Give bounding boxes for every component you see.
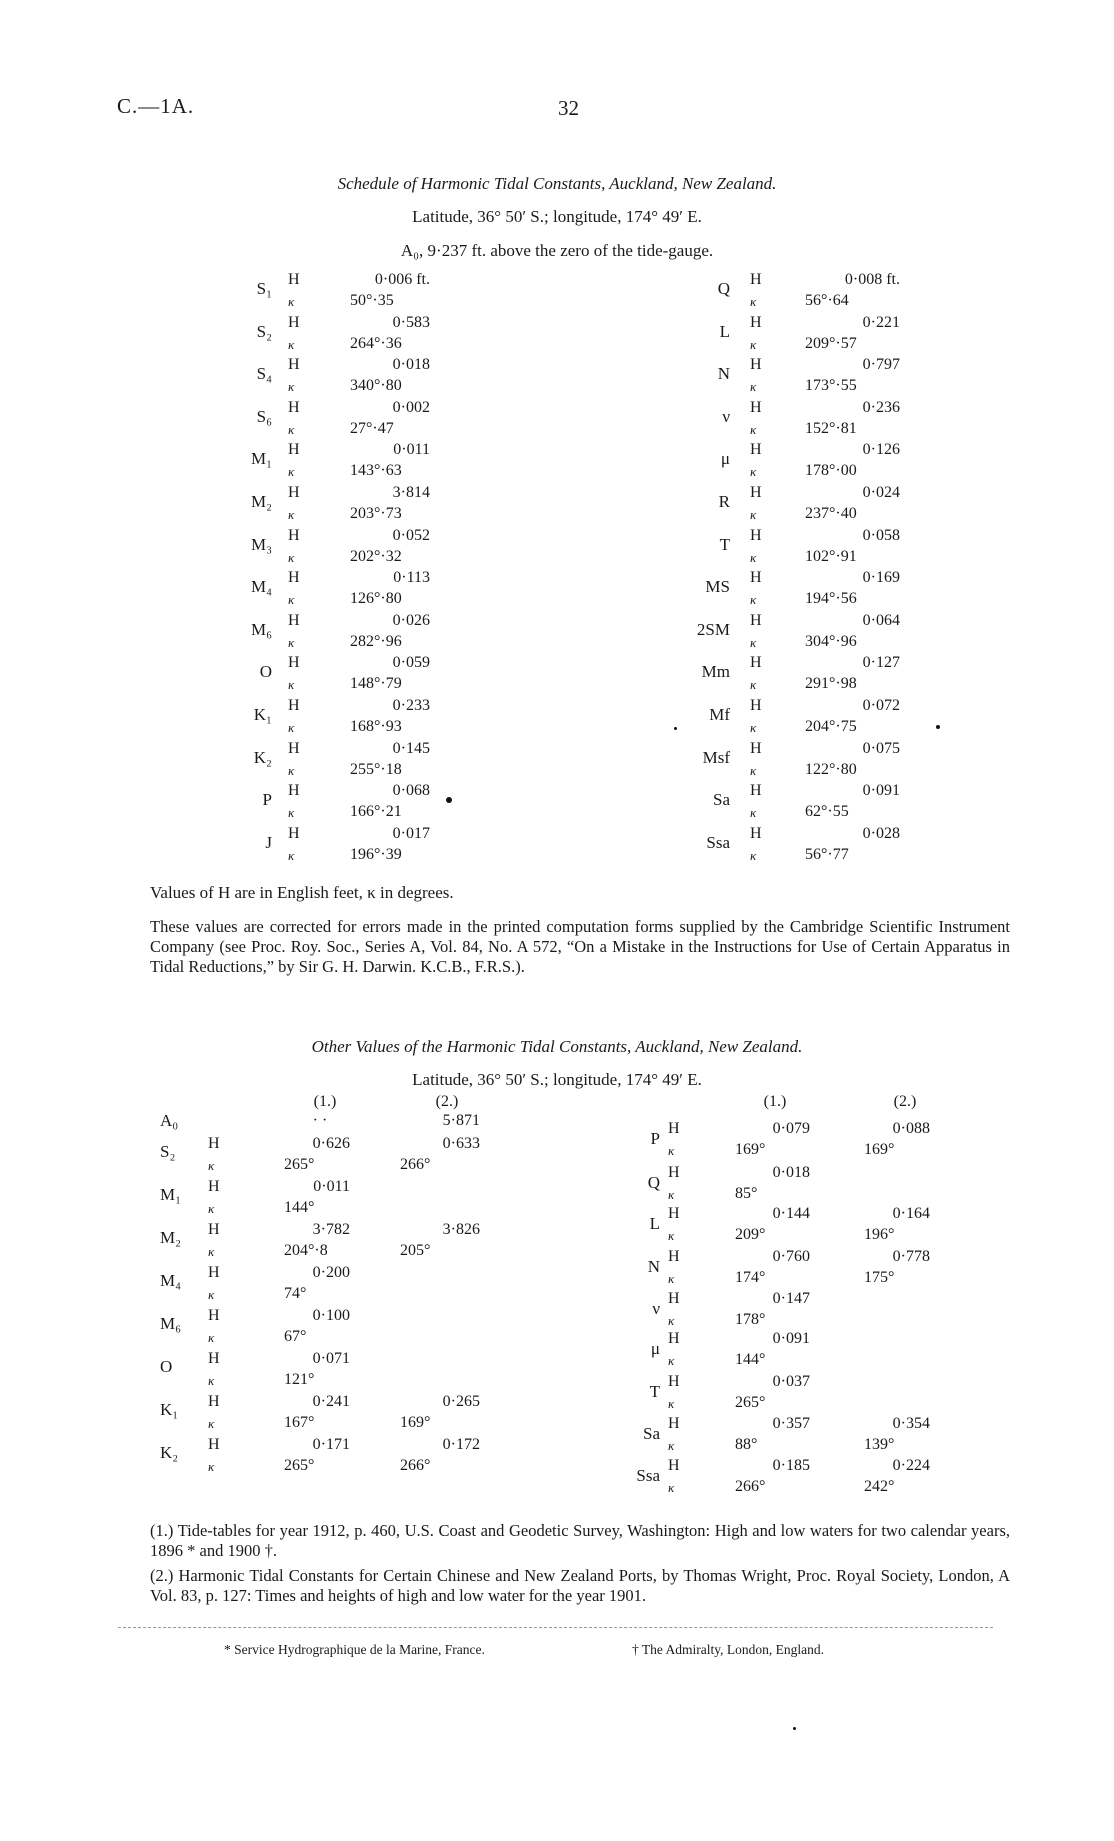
phase-value: 209°·57 <box>805 334 857 352</box>
constituent-symbol: L <box>719 321 730 341</box>
h-label: H <box>208 1307 220 1324</box>
amplitude-value: 0·028 <box>862 824 900 842</box>
constituent-symbol: N <box>717 364 730 384</box>
h-label: H <box>750 654 762 672</box>
phase-value: 168°·93 <box>350 718 402 735</box>
h-label: H <box>750 739 762 757</box>
amplitude-value: 0·221 <box>862 313 900 331</box>
phase-value-1: 167° <box>284 1414 315 1431</box>
h-label: H <box>288 398 300 416</box>
column-header-1: (1.) <box>313 1093 337 1110</box>
constituent-symbol: O <box>160 1357 173 1376</box>
amplitude-value-1: 0·144 <box>772 1205 810 1222</box>
kappa-label: κ <box>668 1228 675 1243</box>
constituent-symbol: S₂ <box>256 321 272 341</box>
amplitude-value: 0·797 <box>862 356 900 374</box>
phase-value-1: 144° <box>284 1199 315 1216</box>
kappa-label: κ <box>750 720 757 735</box>
schedule-title: Schedule of Harmonic Tidal Constants, Auckland, New Zealand. <box>337 174 777 193</box>
constituent-symbol: P <box>262 790 272 810</box>
amplitude-value: 0·059 <box>392 654 430 672</box>
h-label: H <box>288 356 300 374</box>
constituent-symbol: R <box>718 492 730 511</box>
kappa-label: κ <box>750 634 757 650</box>
amplitude-value-2: 0·778 <box>892 1248 930 1265</box>
kappa-label: κ <box>288 549 295 565</box>
phase-value-2: 242° <box>864 1478 895 1495</box>
h-label: H <box>208 1264 220 1281</box>
h-label: H <box>288 441 300 459</box>
phase-value: 56°·77 <box>805 845 849 863</box>
h-label: H <box>288 824 300 842</box>
h-label: H <box>668 1330 680 1347</box>
amplitude-value: 0·091 <box>862 782 900 800</box>
a0-value-2: 5·871 <box>442 1112 480 1129</box>
phase-value: 255°·18 <box>350 760 402 778</box>
kappa-label: κ <box>208 1416 215 1431</box>
phase-value: 194°·56 <box>805 590 857 608</box>
kappa-label: κ <box>288 336 295 352</box>
constituent-symbol: S₄ <box>256 364 272 384</box>
kappa-label: κ <box>208 1287 215 1302</box>
phase-value-1: 144° <box>735 1351 766 1368</box>
phase-value-1: 265° <box>284 1156 315 1173</box>
phase-value: 196°·39 <box>350 845 402 863</box>
kappa-label: κ <box>288 847 295 863</box>
amplitude-value: 0·058 <box>862 526 900 544</box>
h-label: H <box>750 611 762 629</box>
constituent-symbol: Q <box>647 1173 660 1192</box>
constituent-symbol: L <box>649 1214 660 1233</box>
constituent-symbol: Sa <box>643 1424 660 1443</box>
constituent-symbol: Sa <box>713 790 730 810</box>
phase-value-2: 169° <box>400 1414 431 1431</box>
kappa-label: κ <box>288 507 295 522</box>
kappa-label: κ <box>288 294 295 309</box>
kappa-label: κ <box>288 720 295 735</box>
phase-value: 304°·96 <box>805 632 857 650</box>
amplitude-value-1: 0·147 <box>772 1290 810 1307</box>
phase-value-1: 265° <box>284 1457 315 1474</box>
constituent-symbol: T <box>719 534 730 554</box>
constituent-symbol: J <box>265 832 272 852</box>
constituent-symbol: ν <box>722 406 730 426</box>
amplitude-value-1: 0·037 <box>772 1373 810 1390</box>
h-label: H <box>668 1373 680 1390</box>
h-label: H <box>288 739 300 757</box>
h-label: H <box>208 1221 220 1238</box>
phase-value: 148°·79 <box>350 675 402 693</box>
phase-value: 143°·63 <box>350 462 402 480</box>
amplitude-value: 0·113 <box>393 569 430 587</box>
ink-dot <box>446 797 452 803</box>
phase-value: 291°·98 <box>805 675 857 693</box>
kappa-label: κ <box>668 1396 675 1411</box>
kappa-label: κ <box>288 677 295 693</box>
amplitude-value: 0·072 <box>862 697 900 714</box>
constituent-symbol: S₂ <box>160 1142 176 1161</box>
phase-value: 202°·32 <box>350 547 402 565</box>
constituent-symbol: Msf <box>702 747 730 767</box>
h-label: H <box>668 1205 680 1222</box>
kappa-label: κ <box>668 1313 675 1328</box>
kappa-label: κ <box>750 805 757 821</box>
h-label: H <box>208 1436 220 1453</box>
kappa-label: κ <box>750 762 757 778</box>
constituent-symbol: M₆ <box>250 619 272 639</box>
kappa-label: κ <box>288 592 295 608</box>
kappa-label: κ <box>208 1459 215 1474</box>
amplitude-value: 0·236 <box>862 398 900 416</box>
constituent-symbol: K₁ <box>253 705 272 724</box>
amplitude-value-2: 3·826 <box>442 1221 480 1238</box>
amplitude-value-2: 0·265 <box>442 1393 480 1410</box>
column-header-2: (2.) <box>435 1093 459 1110</box>
kappa-label: κ <box>288 805 295 821</box>
h-label: H <box>208 1393 220 1410</box>
constituent-symbol: M₃ <box>250 534 272 554</box>
column-header-2: (2.) <box>893 1093 917 1110</box>
other-values-title: Other Values of the Harmonic Tidal Constants, Auckland, New Zealand. <box>311 1037 803 1056</box>
h-label: H <box>288 782 300 800</box>
footnote-divider <box>118 1627 993 1628</box>
constituent-symbol: M₆ <box>160 1314 182 1333</box>
phase-value-2: 266° <box>400 1457 431 1474</box>
constituent-symbol: T <box>649 1382 660 1401</box>
h-label: H <box>668 1164 680 1181</box>
kappa-label: κ <box>208 1158 215 1173</box>
h-label: H <box>750 569 762 587</box>
phase-value-1: 74° <box>284 1285 307 1302</box>
amplitude-value: 0·068 <box>392 782 430 800</box>
phase-value-1: 266° <box>735 1478 766 1495</box>
amplitude-value-1: 0·018 <box>772 1164 810 1181</box>
phase-value: 152°·81 <box>805 419 857 437</box>
kappa-label: κ <box>288 421 295 437</box>
constituent-symbol: M₂ <box>160 1228 182 1247</box>
amplitude-value: 0·052 <box>392 526 430 544</box>
constituent-symbol: μ <box>720 449 730 469</box>
amplitude-value: 0·018 <box>392 356 430 374</box>
constituent-symbol: P <box>650 1129 660 1148</box>
h-label: H <box>668 1457 680 1474</box>
kappa-label: κ <box>288 464 295 480</box>
amplitude-value-1: 0·241 <box>312 1393 350 1410</box>
document-code: C.—1A. <box>117 94 195 118</box>
h-label: H <box>668 1290 680 1307</box>
page-number: 32 <box>558 96 579 120</box>
schedule-latitude: Latitude, 36° 50′ S.; longitude, 174° 49′ E. <box>412 207 702 226</box>
kappa-label: κ <box>750 464 757 480</box>
amplitude-value: 0·127 <box>862 654 900 672</box>
amplitude-value-2: 0·633 <box>442 1135 480 1152</box>
note-1: (1.) Tide-tables for year 1912, p. 460, U.S. Coast and Geodetic Survey, Washington: High and low waters for two calendar years, 1896 * and 1900 †. <box>150 1521 1010 1560</box>
amplitude-value-1: 0·171 <box>312 1436 350 1453</box>
units-note: Values of H are in English feet, κ in degrees. <box>150 883 454 902</box>
ink-dot <box>793 1727 796 1730</box>
constituent-symbol: Mf <box>709 705 730 724</box>
kappa-label: κ <box>668 1143 675 1158</box>
amplitude-value: 0·064 <box>862 611 900 629</box>
constituent-symbol: N <box>647 1257 660 1276</box>
amplitude-value-2: 0·172 <box>442 1436 480 1453</box>
h-label: H <box>288 697 300 714</box>
kappa-label: κ <box>288 379 295 395</box>
amplitude-value-2: 0·088 <box>892 1120 930 1137</box>
amplitude-value-1: 3·782 <box>312 1221 350 1238</box>
h-label: H <box>208 1135 220 1152</box>
kappa-label: κ <box>750 592 757 608</box>
constituent-symbol: M₄ <box>160 1271 182 1290</box>
kappa-label: κ <box>750 847 757 863</box>
phase-value: 282°·96 <box>350 632 402 650</box>
amplitude-value-1: 0·100 <box>312 1307 350 1324</box>
phase-value: 204°·75 <box>805 718 857 735</box>
kappa-label: κ <box>668 1480 675 1495</box>
amplitude-value-1: 0·185 <box>772 1457 810 1474</box>
kappa-label: κ <box>750 336 757 352</box>
phase-value: 126°·80 <box>350 590 402 608</box>
amplitude-value: 0·145 <box>392 739 430 757</box>
amplitude-value-1: 0·357 <box>772 1415 810 1432</box>
note-2: (2.) Harmonic Tidal Constants for Certain Chinese and New Zealand Ports, by Thomas Wright, Proc. Royal Society, London, A Vol. 83, p. 127: Times and heights of high and low water for the year 1901. <box>150 1566 1010 1605</box>
phase-value-1: 121° <box>284 1371 315 1388</box>
constituent-symbol: Ssa <box>706 832 730 852</box>
phase-value-1: 67° <box>284 1328 307 1345</box>
phase-value-1: 265° <box>735 1394 766 1411</box>
phase-value: 340°·80 <box>350 377 402 395</box>
constituent-symbol: Mm <box>701 662 730 682</box>
ink-dot <box>936 725 940 729</box>
ink-dot <box>674 727 677 730</box>
phase-value: 50°·35 <box>350 292 394 309</box>
phase-value: 264°·36 <box>350 334 402 352</box>
phase-value-1: 178° <box>735 1311 766 1328</box>
kappa-label: κ <box>668 1271 675 1286</box>
kappa-label: κ <box>208 1330 215 1345</box>
correction-note: These values are corrected for errors made in the printed computation forms supplied by the Cambridge Scientific Instrument Company (see Proc. Roy. Soc., Series A, Vol. 84, No. A 572, “On a Mistake in the Instructions for Use of Certain Apparatus in Tidal Reductions,” by Sir G. H. Darwin. K.C.B., F.R.S.). <box>150 917 1010 976</box>
amplitude-value: 0·075 <box>862 739 900 757</box>
amplitude-value-2: 0·224 <box>892 1457 930 1474</box>
a0-value-1: · · <box>312 1112 328 1129</box>
constituent-symbol: M₁ <box>250 449 272 469</box>
constituent-symbol: S₁ <box>256 279 272 298</box>
h-label: H <box>668 1415 680 1432</box>
phase-value-1: 174° <box>735 1269 766 1286</box>
constituent-symbol: 2SM <box>696 619 730 639</box>
phase-value-2: 196° <box>864 1226 895 1243</box>
h-label: H <box>288 569 300 587</box>
constituent-symbol: μ <box>650 1339 660 1358</box>
other-values-latitude: Latitude, 36° 50′ S.; longitude, 174° 49′ E. <box>412 1070 702 1089</box>
phase-value-2: 175° <box>864 1269 895 1286</box>
constituent-symbol: K₁ <box>160 1400 179 1419</box>
kappa-label: κ <box>288 634 295 650</box>
constituent-symbol: A₀ <box>160 1111 179 1130</box>
h-label: H <box>668 1120 680 1137</box>
kappa-label: κ <box>750 507 757 522</box>
amplitude-value: 0·006 ft. <box>374 271 430 288</box>
column-header-1: (1.) <box>763 1093 787 1110</box>
phase-value: 102°·91 <box>805 547 857 565</box>
amplitude-value: 0·011 <box>393 441 430 459</box>
phase-value-2: 205° <box>400 1242 431 1259</box>
amplitude-value-1: 0·760 <box>772 1248 810 1265</box>
amplitude-value: 0·017 <box>392 824 430 842</box>
amplitude-value: 3·814 <box>392 484 430 501</box>
h-label: H <box>750 526 762 544</box>
kappa-label: κ <box>668 1187 675 1202</box>
kappa-label: κ <box>668 1353 675 1368</box>
kappa-label: κ <box>668 1438 675 1453</box>
constituent-symbol: ν <box>652 1299 660 1318</box>
phase-value: 56°·64 <box>805 292 849 309</box>
kappa-label: κ <box>750 549 757 565</box>
amplitude-value: 0·008 ft. <box>844 271 900 288</box>
amplitude-value-2: 0·354 <box>892 1415 930 1432</box>
constituent-symbol: Ssa <box>636 1466 660 1485</box>
amplitude-value: 0·024 <box>862 484 900 501</box>
amplitude-value-1: 0·200 <box>312 1264 350 1281</box>
phase-value-2: 169° <box>864 1141 895 1158</box>
phase-value-1: 169° <box>735 1141 766 1158</box>
kappa-label: κ <box>288 762 295 778</box>
h-label: H <box>750 398 762 416</box>
phase-value: 237°·40 <box>805 505 857 522</box>
amplitude-value-1: 0·091 <box>772 1330 810 1347</box>
phase-value: 166°·21 <box>350 803 402 821</box>
h-label: H <box>750 824 762 842</box>
phase-value: 178°·00 <box>805 462 857 480</box>
constituent-symbol: M₁ <box>160 1185 182 1204</box>
amplitude-value-1: 0·071 <box>312 1350 350 1367</box>
h-label: H <box>750 782 762 800</box>
h-label: H <box>750 356 762 374</box>
phase-value-1: 209° <box>735 1226 766 1243</box>
h-label: H <box>288 313 300 331</box>
h-label: H <box>288 271 300 288</box>
h-label: H <box>750 441 762 459</box>
h-label: H <box>288 484 300 501</box>
constituent-symbol: K₂ <box>160 1443 179 1462</box>
phase-value: 203°·73 <box>350 505 402 522</box>
h-label: H <box>750 697 762 714</box>
phase-value: 122°·80 <box>805 760 857 778</box>
phase-value-1: 88° <box>735 1436 758 1453</box>
h-label: H <box>208 1178 220 1195</box>
constituent-symbol: M₂ <box>250 492 272 511</box>
amplitude-value: 0·002 <box>392 398 430 416</box>
kappa-label: κ <box>208 1201 215 1216</box>
phase-value-2: 266° <box>400 1156 431 1173</box>
h-label: H <box>750 313 762 331</box>
h-label: H <box>288 654 300 672</box>
constituent-symbol: Q <box>717 279 730 298</box>
constituent-symbol: S₆ <box>256 406 272 426</box>
phase-value-2: 139° <box>864 1436 895 1453</box>
phase-value: 173°·55 <box>805 377 857 395</box>
amplitude-value-1: 0·079 <box>772 1120 810 1137</box>
kappa-label: κ <box>750 294 757 309</box>
h-label: H <box>288 526 300 544</box>
footnote-dagger: † The Admiralty, London, England. <box>632 1642 824 1657</box>
amplitude-value: 0·583 <box>392 313 430 331</box>
constituent-symbol: K₂ <box>253 747 272 767</box>
kappa-label: κ <box>750 421 757 437</box>
h-label: H <box>668 1248 680 1265</box>
phase-value: 27°·47 <box>350 419 394 437</box>
h-label: H <box>288 611 300 629</box>
amplitude-value-2: 0·164 <box>892 1205 930 1222</box>
phase-value-1: 85° <box>735 1185 758 1202</box>
amplitude-value-1: 0·011 <box>313 1178 350 1195</box>
schedule-a0: A₀, 9·237 ft. above the zero of the tide-gauge. <box>400 241 714 260</box>
phase-value-1: 204°·8 <box>284 1242 328 1259</box>
constituent-symbol: O <box>259 662 272 682</box>
amplitude-value: 0·233 <box>392 697 430 714</box>
footnote-star: * Service Hydrographique de la Marine, France. <box>224 1642 485 1657</box>
amplitude-value: 0·169 <box>862 569 900 587</box>
h-label: H <box>208 1350 220 1367</box>
h-label: H <box>750 484 762 501</box>
constituent-symbol: MS <box>705 577 730 597</box>
amplitude-value: 0·026 <box>392 611 430 629</box>
kappa-label: κ <box>750 379 757 395</box>
amplitude-value-1: 0·626 <box>312 1135 350 1152</box>
h-label: H <box>750 271 762 288</box>
constituent-symbol: M₄ <box>250 577 272 597</box>
kappa-label: κ <box>208 1244 215 1259</box>
amplitude-value: 0·126 <box>862 441 900 459</box>
kappa-label: κ <box>750 677 757 693</box>
kappa-label: κ <box>208 1373 215 1388</box>
phase-value: 62°·55 <box>805 803 849 821</box>
